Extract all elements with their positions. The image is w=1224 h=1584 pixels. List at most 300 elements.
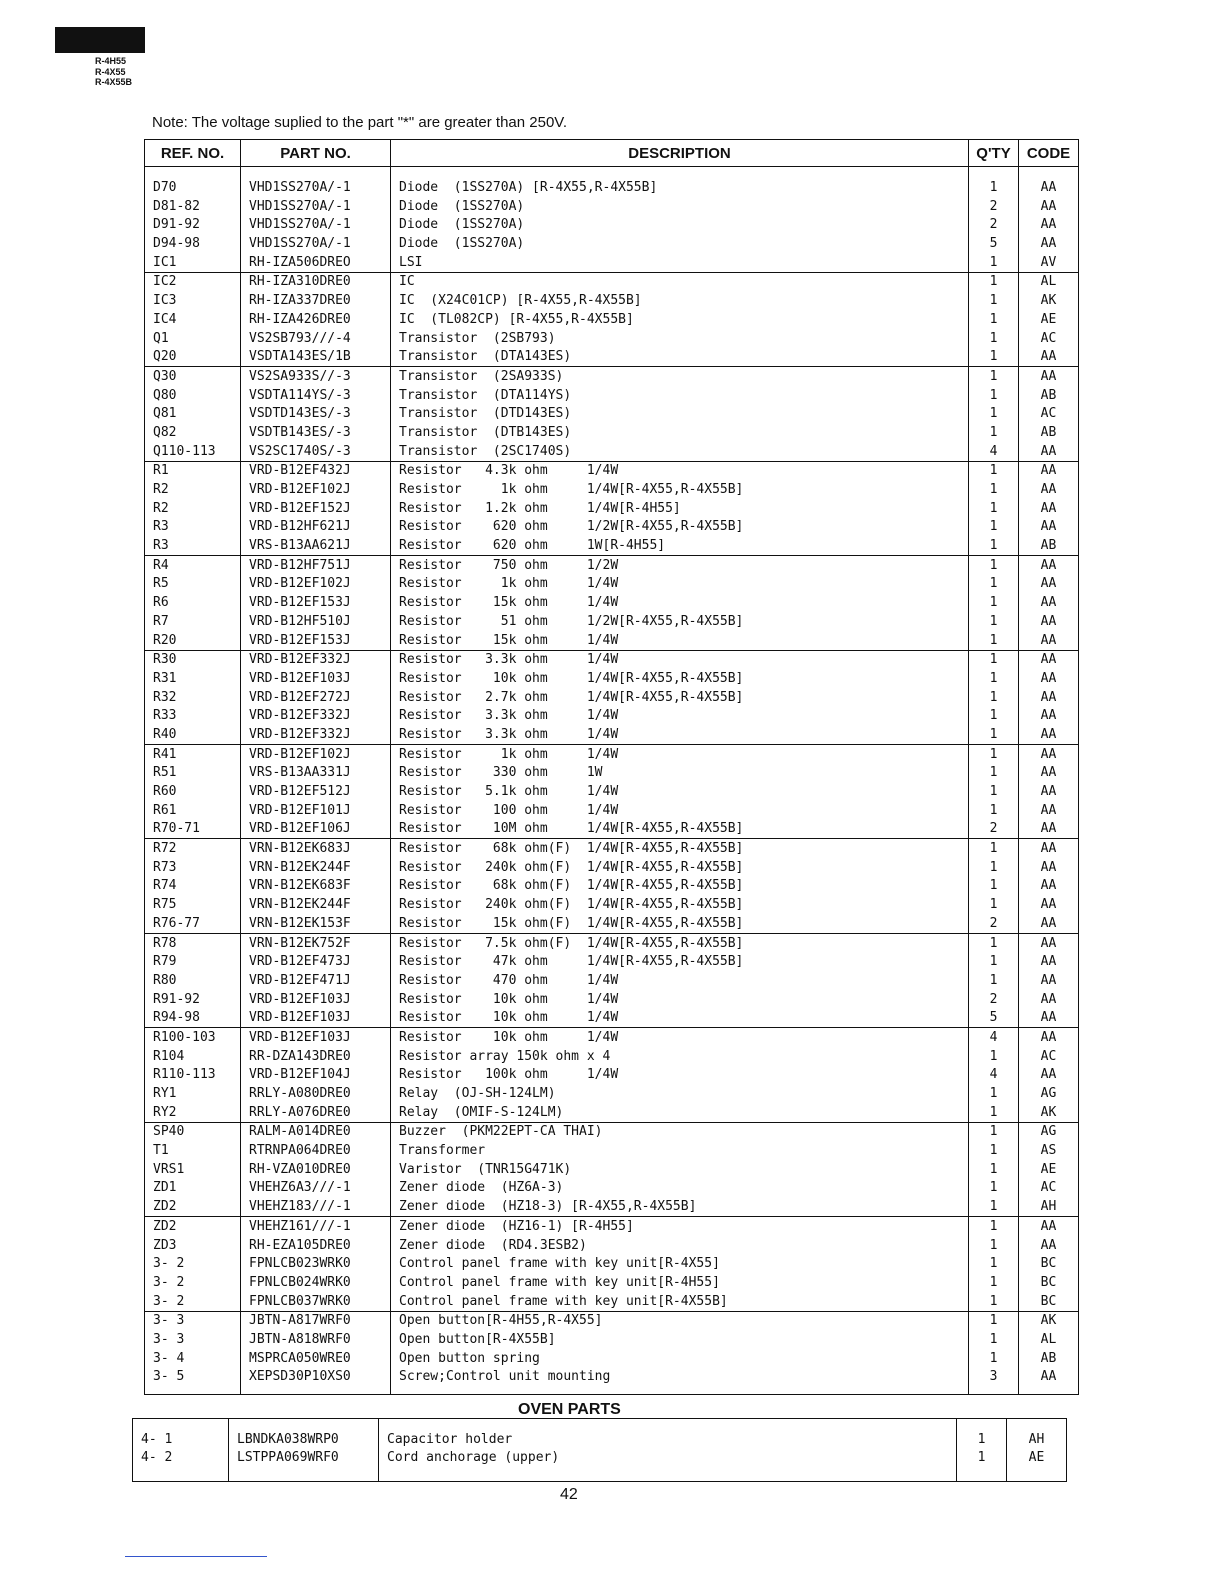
ref-no-cell: R79 — [145, 953, 241, 972]
ref-no-cell: ZD3 — [145, 1236, 241, 1255]
table-row — [145, 518, 1079, 537]
code-cell: AA — [1019, 1066, 1079, 1085]
code-cell: AA — [1019, 725, 1079, 744]
part-no-cell: VHEHZ6A3///-1 — [241, 1179, 391, 1198]
part-no-cell: VRD-B12EF102J — [241, 480, 391, 499]
ref-no-cell: Q82 — [145, 423, 241, 442]
description-cell: IC (TL082CP) [R-4X55,R-4X55B] — [391, 310, 969, 329]
qty-cell: 1 — [969, 499, 1019, 518]
description-cell: Transistor (DTB143ES) — [391, 423, 969, 442]
table-row — [145, 1122, 1079, 1141]
table-row — [145, 348, 1079, 367]
code-cell: AA — [1019, 367, 1079, 386]
table-row — [145, 1047, 1079, 1066]
ref-no-cell: R20 — [145, 631, 241, 650]
ref-no-cell: R2 — [145, 480, 241, 499]
code-cell: AA — [1019, 216, 1079, 235]
part-no-cell: VHD1SS270A/-1 — [241, 197, 391, 216]
description-cell: Varistor (TNR15G471K) — [391, 1160, 969, 1179]
description-cell: Diode (1SS270A) — [391, 216, 969, 235]
code-cell: AA — [1019, 953, 1079, 972]
table-row — [145, 310, 1079, 329]
part-no-cell: VRN-B12EK752F — [241, 933, 391, 952]
ref-no-cell: 3- 2 — [145, 1273, 241, 1292]
qty-cell: 1 — [969, 367, 1019, 386]
qty-cell: 1 — [969, 461, 1019, 480]
description-cell: Resistor 3.3k ohm 1/4W — [391, 725, 969, 744]
code-cell: AG — [1019, 1122, 1079, 1141]
part-no-cell: VRD-B12EF152J — [241, 499, 391, 518]
description-cell: Transistor (DTA114YS) — [391, 386, 969, 405]
code-cell: AA — [1019, 556, 1079, 575]
qty-cell: 1 — [969, 253, 1019, 272]
table-row — [145, 461, 1079, 480]
part-no-cell: RH-IZA337DRE0 — [241, 291, 391, 310]
ref-no-cell: R33 — [145, 707, 241, 726]
ref-no-cell: R61 — [145, 801, 241, 820]
description-cell: Transistor (DTD143ES) — [391, 405, 969, 424]
description-cell: Resistor 470 ohm 1/4W — [391, 971, 969, 990]
part-no-cell: VRD-B12EF102J — [241, 575, 391, 594]
description-cell: Zener diode (RD4.3ESB2) — [391, 1236, 969, 1255]
description-cell: Resistor 51 ohm 1/2W[R-4X55,R-4X55B] — [391, 612, 969, 631]
qty-cell: 2 — [969, 990, 1019, 1009]
page-number: 42 — [560, 1486, 578, 1503]
table-row — [145, 253, 1079, 272]
code-cell: AA — [1019, 593, 1079, 612]
table-row — [145, 197, 1079, 216]
description-cell: Open button[R-4X55B] — [391, 1330, 969, 1349]
code-cell: AB — [1019, 386, 1079, 405]
description-cell: Zener diode (HZ18-3) [R-4X55,R-4X55B] — [391, 1197, 969, 1216]
ref-no-cell: R1 — [145, 461, 241, 480]
table-header-row — [145, 140, 1079, 167]
ref-no-cell: Q81 — [145, 405, 241, 424]
ref-no-cell: R76-77 — [145, 914, 241, 933]
part-no-cell: VS2SB793///-4 — [241, 329, 391, 348]
part-no-cell: JBTN-A817WRF0 — [241, 1311, 391, 1330]
description-cell: Resistor 3.3k ohm 1/4W — [391, 707, 969, 726]
part-no-cell: VRD-B12HF621J — [241, 518, 391, 537]
qty-header: Q'TY — [969, 140, 1019, 167]
part-no-cell: MSPRCA050WRE0 — [241, 1349, 391, 1368]
qty-cell: 1 — [969, 933, 1019, 952]
qty-cell: 1 — [969, 953, 1019, 972]
table-row — [133, 1449, 1067, 1482]
qty-cell: 1 — [969, 764, 1019, 783]
part-no-cell: RH-IZA506DREO — [241, 253, 391, 272]
qty-cell: 1 — [969, 1255, 1019, 1274]
table-row — [145, 556, 1079, 575]
qty-cell: 1 — [969, 310, 1019, 329]
description-cell: Relay (OJ-SH-124LM) — [391, 1084, 969, 1103]
qty-cell: 1 — [969, 575, 1019, 594]
description-cell: Resistor 15k ohm 1/4W — [391, 631, 969, 650]
description-cell: Relay (OMIF-S-124LM) — [391, 1103, 969, 1122]
part-no-cell: XEPSD30P10XS0 — [241, 1368, 391, 1395]
table-row — [145, 442, 1079, 461]
table-row — [145, 914, 1079, 933]
part-no-cell: RH-IZA310DRE0 — [241, 272, 391, 291]
part-no-cell: VSDTD143ES/-3 — [241, 405, 391, 424]
part-no-cell: VRD-B12EF101J — [241, 801, 391, 820]
ref-no-cell: Q30 — [145, 367, 241, 386]
code-cell: AA — [1019, 612, 1079, 631]
description-cell: Resistor 68k ohm(F) 1/4W[R-4X55,R-4X55B] — [391, 839, 969, 858]
table-row — [145, 1009, 1079, 1028]
qty-cell: 1 — [969, 593, 1019, 612]
description-cell: Transformer — [391, 1141, 969, 1160]
description-cell: Resistor 10k ohm 1/4W[R-4X55,R-4X55B] — [391, 669, 969, 688]
table-row — [145, 499, 1079, 518]
table-row — [145, 820, 1079, 839]
description-cell: Resistor 10k ohm 1/4W — [391, 1028, 969, 1047]
part-no-cell: RH-EZA105DRE0 — [241, 1236, 391, 1255]
code-cell: AA — [1019, 764, 1079, 783]
description-cell: Resistor 240k ohm(F) 1/4W[R-4X55,R-4X55B] — [391, 895, 969, 914]
code-cell: AA — [1019, 575, 1079, 594]
code-cell: AA — [1019, 914, 1079, 933]
ref-no-cell: D81-82 — [145, 197, 241, 216]
header-black-tab — [55, 27, 145, 53]
description-cell: LSI — [391, 253, 969, 272]
ref-no-cell: R80 — [145, 971, 241, 990]
table-row — [145, 877, 1079, 896]
description-cell: Resistor 240k ohm(F) 1/4W[R-4X55,R-4X55B] — [391, 858, 969, 877]
model-name: R-4H55 — [95, 56, 127, 66]
code-cell: AS — [1019, 1141, 1079, 1160]
part-no-cell: VHD1SS270A/-1 — [241, 167, 391, 198]
description-cell: Resistor 750 ohm 1/2W — [391, 556, 969, 575]
description-cell: Control panel frame with key unit[R-4X55] — [391, 1255, 969, 1274]
ref-no-cell: IC4 — [145, 310, 241, 329]
qty-cell: 1 — [969, 1292, 1019, 1311]
code-cell: AC — [1019, 1179, 1079, 1198]
table-row — [145, 234, 1079, 253]
code-cell: AA — [1019, 707, 1079, 726]
qty-cell: 1 — [969, 1122, 1019, 1141]
ref-no-cell: R7 — [145, 612, 241, 631]
part-no-cell: JBTN-A818WRF0 — [241, 1330, 391, 1349]
description-cell: Resistor array 150k ohm x 4 — [391, 1047, 969, 1066]
part-no-cell: VRS-B13AA331J — [241, 764, 391, 783]
part-no-cell: VS2SA933S//-3 — [241, 367, 391, 386]
table-row — [145, 1236, 1079, 1255]
table-row — [145, 367, 1079, 386]
part-no-cell: RALM-A014DRE0 — [241, 1122, 391, 1141]
part-no-cell: VRD-B12EF332J — [241, 650, 391, 669]
ref-no-cell: R3 — [145, 518, 241, 537]
part-no-cell: VRD-B12EF473J — [241, 953, 391, 972]
ref-no-cell: RY2 — [145, 1103, 241, 1122]
table-row — [145, 744, 1079, 763]
qty-cell: 3 — [969, 1368, 1019, 1395]
ref-no-cell: SP40 — [145, 1122, 241, 1141]
ref-no-cell: R6 — [145, 593, 241, 612]
code-cell: AA — [1019, 1217, 1079, 1236]
code-cell: AA — [1019, 1009, 1079, 1028]
description-cell: Open button spring — [391, 1349, 969, 1368]
qty-cell: 1 — [969, 971, 1019, 990]
code-cell: AE — [1007, 1449, 1067, 1482]
qty-cell: 2 — [969, 820, 1019, 839]
table-row — [145, 272, 1079, 291]
code-cell: AA — [1019, 197, 1079, 216]
ref-no-cell: R70-71 — [145, 820, 241, 839]
code-cell: AA — [1019, 650, 1079, 669]
ref-no-cell: R30 — [145, 650, 241, 669]
ref-no-cell: R100-103 — [145, 1028, 241, 1047]
part-no-cell: VRD-B12HF751J — [241, 556, 391, 575]
code-cell: AA — [1019, 820, 1079, 839]
ref-no-cell: D70 — [145, 167, 241, 198]
ref-no-cell: IC2 — [145, 272, 241, 291]
part-no-cell: VRD-B12EF103J — [241, 990, 391, 1009]
ref-no-cell: 4- 1 — [133, 1419, 229, 1450]
ref-no-cell: R4 — [145, 556, 241, 575]
qty-cell: 1 — [969, 518, 1019, 537]
part-no-cell: VRN-B12EK244F — [241, 895, 391, 914]
part-no-cell: RRLY-A076DRE0 — [241, 1103, 391, 1122]
description-cell: Diode (1SS270A) [R-4X55,R-4X55B] — [391, 167, 969, 198]
voltage-note: Note: The voltage suplied to the part "*" are greater than 250V. — [152, 114, 568, 131]
qty-cell: 1 — [969, 707, 1019, 726]
description-cell: Screw;Control unit mounting — [391, 1368, 969, 1395]
description-cell: Resistor 47k ohm 1/4W[R-4X55,R-4X55B] — [391, 953, 969, 972]
description-cell: Resistor 1.2k ohm 1/4W[R-4H55] — [391, 499, 969, 518]
table-row — [145, 933, 1079, 952]
description-cell: Resistor 620 ohm 1W[R-4H55] — [391, 536, 969, 555]
description-cell: Transistor (2SA933S) — [391, 367, 969, 386]
table-row — [145, 725, 1079, 744]
table-row — [145, 575, 1079, 594]
table-row — [145, 167, 1079, 198]
part-no-cell: VS2SC1740S/-3 — [241, 442, 391, 461]
code-cell: BC — [1019, 1255, 1079, 1274]
part-no-cell: FPNLCB037WRK0 — [241, 1292, 391, 1311]
ref-no-cell: R75 — [145, 895, 241, 914]
code-cell: BC — [1019, 1273, 1079, 1292]
table-row — [145, 386, 1079, 405]
ref-no-cell: R51 — [145, 764, 241, 783]
part-no-cell: RTRNPA064DRE0 — [241, 1141, 391, 1160]
code-cell: AA — [1019, 688, 1079, 707]
qty-cell: 1 — [969, 167, 1019, 198]
table-row — [145, 612, 1079, 631]
table-row — [145, 1141, 1079, 1160]
ref-no-cell: IC1 — [145, 253, 241, 272]
table-row — [145, 329, 1079, 348]
ref-no-cell: T1 — [145, 1141, 241, 1160]
table-row — [145, 801, 1079, 820]
ref-no-header: REF. NO. — [145, 140, 241, 167]
code-cell: AA — [1019, 782, 1079, 801]
description-cell: Transistor (2SB793) — [391, 329, 969, 348]
code-cell: AA — [1019, 1236, 1079, 1255]
description-cell: Resistor 620 ohm 1/2W[R-4X55,R-4X55B] — [391, 518, 969, 537]
ref-no-cell: 3- 2 — [145, 1255, 241, 1274]
qty-cell: 1 — [957, 1449, 1007, 1482]
description-cell: Resistor 1k ohm 1/4W — [391, 744, 969, 763]
qty-cell: 4 — [969, 1066, 1019, 1085]
part-no-cell: VRN-B12EK683J — [241, 839, 391, 858]
code-cell: AL — [1019, 272, 1079, 291]
description-cell: Resistor 4.3k ohm 1/4W — [391, 461, 969, 480]
table-row — [145, 1066, 1079, 1085]
description-cell: Capacitor holder — [379, 1419, 957, 1450]
part-no-cell: VHEHZ161///-1 — [241, 1217, 391, 1236]
qty-cell: 1 — [969, 744, 1019, 763]
part-no-cell: VRD-B12EF471J — [241, 971, 391, 990]
code-cell: AA — [1019, 801, 1079, 820]
oven-parts-table — [132, 1418, 1067, 1482]
table-row — [145, 1084, 1079, 1103]
table-row — [145, 216, 1079, 235]
table-row — [145, 1197, 1079, 1216]
description-cell: Buzzer (PKM22EPT-CA THAI) — [391, 1122, 969, 1141]
qty-cell: 1 — [969, 1047, 1019, 1066]
table-row — [145, 858, 1079, 877]
table-row — [145, 1217, 1079, 1236]
description-cell: Open button[R-4H55,R-4X55] — [391, 1311, 969, 1330]
qty-cell: 1 — [969, 688, 1019, 707]
code-cell: AA — [1019, 1028, 1079, 1047]
ref-no-cell: Q110-113 — [145, 442, 241, 461]
table-row — [145, 1292, 1079, 1311]
description-cell: Resistor 1k ohm 1/4W[R-4X55,R-4X55B] — [391, 480, 969, 499]
description-cell: Cord anchorage (upper) — [379, 1449, 957, 1482]
table-row — [145, 1330, 1079, 1349]
description-cell: Zener diode (HZ16-1) [R-4H55] — [391, 1217, 969, 1236]
table-row — [145, 782, 1079, 801]
table-row — [133, 1419, 1067, 1450]
part-no-cell: VHD1SS270A/-1 — [241, 234, 391, 253]
footer-rule — [125, 1556, 267, 1557]
part-no-cell: RR-DZA143DRE0 — [241, 1047, 391, 1066]
table-row — [145, 536, 1079, 555]
qty-cell: 1 — [969, 1103, 1019, 1122]
qty-cell: 1 — [969, 386, 1019, 405]
model-name: R-4X55 — [95, 66, 126, 77]
part-no-cell: VHD1SS270A/-1 — [241, 216, 391, 235]
description-cell: Control panel frame with key unit[R-4H55] — [391, 1273, 969, 1292]
parts-table-body — [145, 167, 1079, 1395]
description-cell: Transistor (DTA143ES) — [391, 348, 969, 367]
code-cell: AC — [1019, 329, 1079, 348]
qty-cell: 1 — [969, 1084, 1019, 1103]
part-no-cell: VRD-B12EF153J — [241, 631, 391, 650]
description-cell: Resistor 1k ohm 1/4W — [391, 575, 969, 594]
table-row — [145, 593, 1079, 612]
table-row — [145, 1311, 1079, 1330]
qty-cell: 1 — [969, 480, 1019, 499]
code-cell: AC — [1019, 405, 1079, 424]
code-cell: AG — [1019, 1084, 1079, 1103]
ref-no-cell: R5 — [145, 575, 241, 594]
part-no-cell: VRD-B12EF103J — [241, 1028, 391, 1047]
code-cell: AK — [1019, 1103, 1079, 1122]
ref-no-cell: R60 — [145, 782, 241, 801]
ref-no-cell: R74 — [145, 877, 241, 896]
part-no-cell: VRN-B12EK244F — [241, 858, 391, 877]
qty-cell: 1 — [969, 1217, 1019, 1236]
code-cell: AA — [1019, 858, 1079, 877]
code-cell: AA — [1019, 167, 1079, 198]
code-cell: AA — [1019, 990, 1079, 1009]
part-no-cell: VRD-B12EF103J — [241, 1009, 391, 1028]
ref-no-cell: D91-92 — [145, 216, 241, 235]
code-cell: AA — [1019, 461, 1079, 480]
part-no-cell: VRS-B13AA621J — [241, 536, 391, 555]
part-no-header: PART NO. — [241, 140, 391, 167]
ref-no-cell: R3 — [145, 536, 241, 555]
qty-cell: 1 — [969, 877, 1019, 896]
description-cell: Control panel frame with key unit[R-4X55B] — [391, 1292, 969, 1311]
part-no-cell: VRN-B12EK683F — [241, 877, 391, 896]
part-no-cell: VRD-B12EF153J — [241, 593, 391, 612]
code-cell: AA — [1019, 234, 1079, 253]
oven-parts-title: OVEN PARTS — [518, 1401, 621, 1418]
code-cell: AE — [1019, 1160, 1079, 1179]
ref-no-cell: ZD2 — [145, 1197, 241, 1216]
ref-no-cell: R73 — [145, 858, 241, 877]
ref-no-cell: 4- 2 — [133, 1449, 229, 1482]
part-no-cell: VRD-B12EF332J — [241, 725, 391, 744]
description-cell: Resistor 100k ohm 1/4W — [391, 1066, 969, 1085]
table-row — [145, 650, 1079, 669]
table-row — [145, 990, 1079, 1009]
part-no-cell: FPNLCB023WRK0 — [241, 1255, 391, 1274]
description-cell: Resistor 15k ohm(F) 1/4W[R-4X55,R-4X55B] — [391, 914, 969, 933]
code-cell: AB — [1019, 423, 1079, 442]
qty-cell: 1 — [969, 801, 1019, 820]
description-cell: Resistor 15k ohm 1/4W — [391, 593, 969, 612]
qty-cell: 2 — [969, 914, 1019, 933]
qty-cell: 1 — [969, 782, 1019, 801]
part-no-cell: VRD-B12EF106J — [241, 820, 391, 839]
table-row — [145, 688, 1079, 707]
description-header: DESCRIPTION — [391, 140, 969, 167]
description-cell: Resistor 5.1k ohm 1/4W — [391, 782, 969, 801]
code-cell: AA — [1019, 971, 1079, 990]
description-cell: Resistor 3.3k ohm 1/4W — [391, 650, 969, 669]
part-no-cell: FPNLCB024WRK0 — [241, 1273, 391, 1292]
code-cell: BC — [1019, 1292, 1079, 1311]
table-row — [145, 707, 1079, 726]
code-cell: AB — [1019, 1349, 1079, 1368]
parts-table — [144, 139, 1079, 1395]
code-cell: AA — [1019, 480, 1079, 499]
description-cell: Resistor 10k ohm 1/4W — [391, 1009, 969, 1028]
description-cell: Resistor 68k ohm(F) 1/4W[R-4X55,R-4X55B] — [391, 877, 969, 896]
part-no-cell: VRD-B12EF272J — [241, 688, 391, 707]
ref-no-cell: IC3 — [145, 291, 241, 310]
code-cell: AK — [1019, 291, 1079, 310]
description-cell: Zener diode (HZ6A-3) — [391, 1179, 969, 1198]
code-cell: AE — [1019, 310, 1079, 329]
table-row — [145, 669, 1079, 688]
table-row — [145, 971, 1079, 990]
qty-cell: 1 — [969, 272, 1019, 291]
ref-no-cell: R78 — [145, 933, 241, 952]
code-cell: AK — [1019, 1311, 1079, 1330]
code-cell: AA — [1019, 877, 1079, 896]
ref-no-cell: 3- 5 — [145, 1368, 241, 1395]
qty-cell: 1 — [969, 1236, 1019, 1255]
part-no-cell: RH-VZA010DRE0 — [241, 1160, 391, 1179]
part-no-cell: LSTPPA069WRF0 — [229, 1449, 379, 1482]
qty-cell: 1 — [969, 1273, 1019, 1292]
